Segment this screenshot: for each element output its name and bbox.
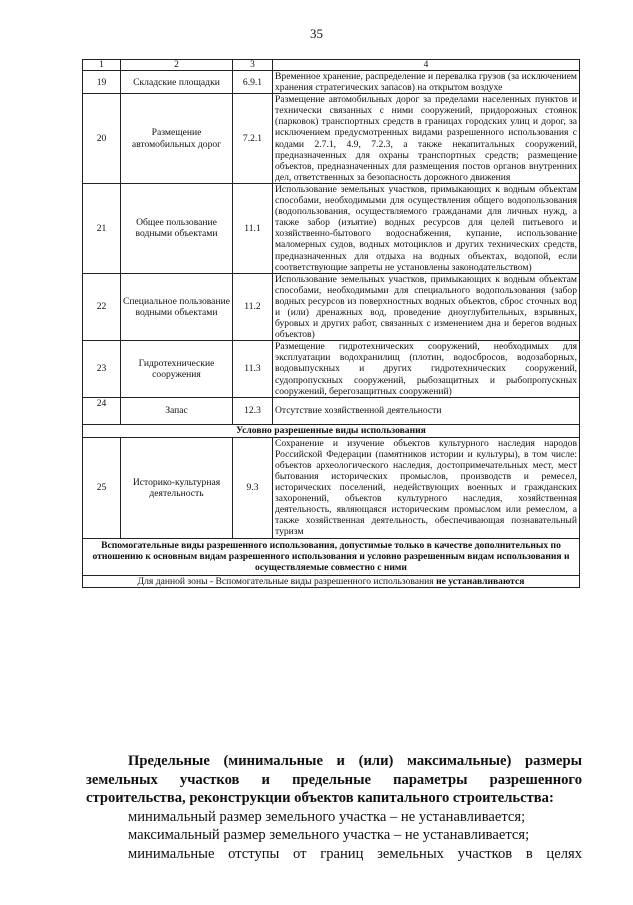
use-code: 11.2 [233, 273, 273, 341]
table-row [83, 437, 580, 538]
conditional-uses-heading: Условно разрешенные виды использования [83, 424, 580, 437]
table-header-row [83, 60, 580, 71]
use-description: Временное хранение, распределение и перевалка грузов (за исключением хранения стратегических запасов) на открытом воздухе [273, 71, 580, 94]
auxiliary-section-header [83, 538, 580, 575]
row-number: 21 [83, 183, 121, 273]
min-setbacks: минимальные отступы от границ земельных участков в целях [128, 845, 582, 862]
row-number: 23 [83, 341, 121, 397]
table-row [83, 273, 580, 341]
use-name: Гидротехнические сооружения [121, 341, 233, 397]
use-description: Размещение гидротехнических сооружений, необходимых для эксплуатации водохранилищ (плотин, водосбросов, водозаборных, водовыпускных и других гидротехнических сооружений, судопропускных сооружений, рыбозащитных и рыбопропускных сооружений, берегозащитных сооружений) [273, 341, 580, 397]
column-header-3: 3 [233, 60, 273, 71]
max-plot-size: максимальный размер земельного участка – не устанавливается; [128, 827, 530, 844]
use-description: Сохранение и изучение объектов культурного наследия народов Российской Федерации (памятников истории и культуры), в том числе: объектов археологического наследия, достопримечательных мест, мест бытования исторических промыслов, производств и ремесел, исторических поселений, недействующих военных и гражданских захоронений, объектов культурного наследия, хозяйственная деятельность, являющаяся историческим промыслом или ремеслом, а также хозяйственная деятельность, обеспечивающая познавательный туризм [273, 437, 580, 538]
use-code: 6.9.1 [233, 71, 273, 94]
column-header-4: 4 [273, 60, 580, 71]
min-plot-size: минимальный размер земельного участка – не устанавливается; [128, 808, 526, 825]
use-code: 9.3 [233, 437, 273, 538]
land-use-table [82, 59, 580, 588]
table-row [83, 397, 580, 424]
column-header-1: 1 [83, 60, 121, 71]
zone-note [83, 575, 580, 587]
use-code: 11.1 [233, 183, 273, 273]
limits-section [86, 752, 582, 864]
table-row [83, 341, 580, 397]
column-header-2: 2 [121, 60, 233, 71]
use-description: Использование земельных участков, примыкающих к водным объектам способами, необходимыми для осуществления общего водопользования (водопользования, осуществляемого гражданами для личных нужд, а также забор (изъятие) водных ресурсов для целей питьевого и хозяйственно-бытового водоснабжения, купание, использование маломерных судов, водных мотоциклов и других технических средств, предназначенных для отдыха на водных объектах, водопой, если соответствующие запреты не установлены законодательством) [273, 183, 580, 273]
row-number: 19 [83, 71, 121, 94]
row-number: 20 [83, 94, 121, 184]
zone-note-text: Для данной зоны - Вспомогательные виды разрешенного использования [137, 575, 437, 587]
row-number: 22 [83, 273, 121, 341]
use-description: Отсутствие хозяйственной деятельности [273, 397, 580, 424]
use-name: Историко-культурная деятельность [121, 437, 233, 538]
table-row [83, 94, 580, 184]
limits-heading: Предельные (минимальные и (или) максимальные) размеры земельных участков и предельные параметры разрешенного строительства, реконструкции объектов капитального строительства: [86, 753, 582, 807]
use-name: Запас [121, 397, 233, 424]
use-name: Складские площадки [121, 71, 233, 94]
use-name: Специальное пользование водными объектами [121, 273, 233, 341]
use-code: 7.2.1 [233, 94, 273, 184]
use-code: 11.3 [233, 341, 273, 397]
table-row [83, 71, 580, 94]
use-name: Размещение автомобильных дорог [121, 94, 233, 184]
use-code: 12.3 [233, 397, 273, 424]
table-row [83, 183, 580, 273]
row-number: 24 [83, 397, 121, 424]
use-description: Размещение автомобильных дорог за пределами населенных пунктов и технически связанных с ними сооружений, придорожных стоянок (парковок) транспортных средств в границах городских улиц и дорог, за исключением предусмотренных видами разрешенного использования с кодами 2.7.1, 4.9, 7.2.3, а также некапитальных сооружений, предназначенных для охраны транспортных средств; размещение объектов, предназначенных для размещения постов органов внутренних дел, ответственных за безопасность дорожного движения [273, 94, 580, 184]
conditional-section-header [83, 424, 580, 437]
use-description: Использование земельных участков, примыкающих к водным объектам способами, необходимыми для специального водопользования (забор водных ресурсов из поверхностных водных объектов, сброс сточных вод и (или) дренажных вод, проведение дноуглубительных, взрывных, буровых и других работ, связанных с изменением дна и берегов водных объектов) [273, 273, 580, 341]
zone-note-emphasis: не устанавливаются [436, 575, 525, 587]
use-name: Общее пользование водными объектами [121, 183, 233, 273]
auxiliary-uses-heading: Вспомогательные виды разрешенного использования, допустимые только в качестве дополнительных по отношению к основным видам разрешенного использования и условно разрешенным видам использования и осуществляемые совместно с ними [83, 538, 580, 575]
page-number: 35 [310, 26, 323, 41]
row-number: 25 [83, 437, 121, 538]
zone-note-row [83, 575, 580, 587]
